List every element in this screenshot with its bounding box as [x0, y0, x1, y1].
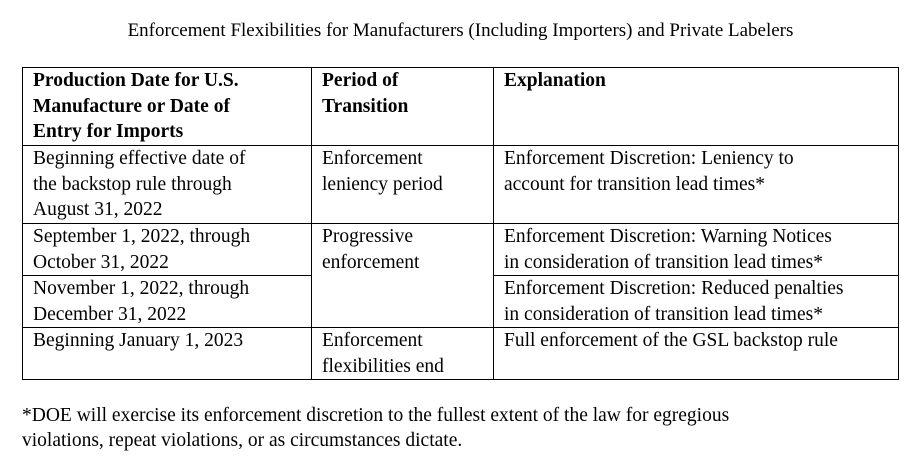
cell-text-line: Enforcement	[322, 148, 423, 169]
cell-text-line: account for transition lead times*	[504, 173, 766, 195]
cell-explanation	[494, 276, 899, 328]
table-row	[23, 224, 899, 276]
cell-text-line: September 1, 2022, through	[33, 226, 251, 247]
header-text-line: Transition	[322, 95, 409, 117]
cell-production-date	[23, 328, 312, 380]
table-caption: Enforcement Flexibilities for Manufacturers (Including Importers) and Private Labelers	[127, 20, 794, 41]
cell-text-line: in consideration of transition lead times*	[504, 251, 823, 273]
cell-period	[312, 224, 494, 328]
cell-text-line: Enforcement Discretion: Warning Notices	[504, 226, 832, 247]
cell-explanation	[494, 224, 899, 276]
header-text-line: Explanation	[504, 70, 606, 91]
cell-text-line: Beginning January 1, 2023	[33, 330, 244, 351]
cell-text-line: August 31, 2022	[33, 199, 163, 220]
cell-text-line: Progressive	[322, 226, 413, 247]
cell-text-line: Full enforcement of the GSL backstop rule	[504, 330, 838, 351]
table-row	[23, 328, 899, 380]
cell-period	[312, 146, 494, 224]
header-text-line: Manufacture or Date of	[33, 95, 230, 117]
table-header-row	[23, 68, 899, 146]
cell-period	[312, 328, 494, 380]
cell-text-line: Enforcement Discretion: Leniency to	[504, 148, 794, 169]
cell-text-line: the backstop rule through	[33, 173, 232, 195]
header-text-line: Entry for Imports	[33, 121, 184, 142]
cell-text-line: enforcement	[322, 251, 420, 273]
cell-production-date	[23, 224, 312, 276]
cell-explanation	[494, 328, 899, 380]
cell-text-line: flexibilities end	[322, 355, 444, 377]
cell-text-line: in consideration of transition lead times*	[504, 303, 823, 325]
header-explanation	[494, 68, 899, 146]
footnote	[22, 403, 902, 453]
cell-explanation	[494, 146, 899, 224]
cell-text-line: Enforcement	[322, 330, 423, 351]
enforcement-table	[22, 67, 899, 380]
header-production-date	[23, 68, 312, 146]
cell-text-line: Enforcement Discretion: Reduced penalties	[504, 278, 844, 299]
header-text-line: Production Date for U.S.	[33, 70, 239, 91]
cell-text-line: October 31, 2022	[33, 251, 169, 273]
table-row	[23, 146, 899, 224]
header-text-line: Period of	[322, 70, 399, 91]
cell-production-date	[23, 276, 312, 328]
cell-text-line: December 31, 2022	[33, 303, 187, 325]
cell-text-line: November 1, 2022, through	[33, 278, 250, 299]
header-period-of-transition	[312, 68, 494, 146]
cell-production-date	[23, 146, 312, 224]
footnote-line: *DOE will exercise its enforcement discretion to the fullest extent of the law for egregious	[22, 405, 730, 426]
footnote-line: violations, repeat violations, or as circumstances dictate.	[22, 430, 463, 451]
cell-text-line: leniency period	[322, 173, 443, 195]
cell-text-line: Beginning effective date of	[33, 148, 246, 169]
